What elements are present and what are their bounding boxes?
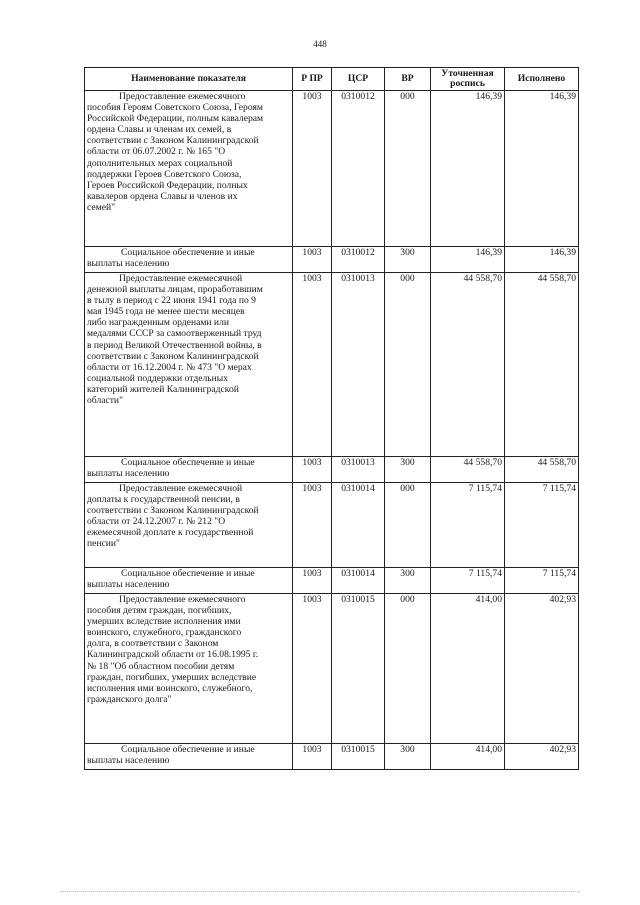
cell-vr: 000 [385,91,431,247]
cell-name [85,273,293,457]
cell-name-line: Предоставление ежемесячного [119,91,246,102]
cell-done: 146,39 [505,247,579,273]
cell-name-line: мая 1945 года не менее шести месяцев [87,306,245,318]
cell-name-line: категорий жителей Калининградской [87,383,239,395]
cell-csr: 0310013 [332,273,385,457]
cell-name-line: области от 24.12.2007 г. № 212 "О [87,516,226,528]
cell-rpr: 1003 [293,273,332,457]
cell-name-line: доплаты к государственной пенсии, в [87,494,240,506]
cell-vr: 300 [385,457,431,483]
cell-name-line: Героев Российской Федерации, полных [87,179,248,191]
page-number: 448 [313,39,327,49]
cell-name-line: социальной поддержки отдельных [87,372,229,384]
table-row [85,483,579,568]
cell-name [85,744,293,770]
cell-done: 402,93 [505,744,579,770]
cell-csr: 0310015 [332,594,385,744]
cell-name-line: выплаты населению [87,579,170,591]
cell-name-line: поддержки Героев Советского Союза, [87,168,242,180]
table-header-row [85,68,579,91]
cell-rpr: 1003 [293,247,332,273]
cell-name-line: ордена Славы и членам их семей, в [87,124,232,136]
cell-csr: 0310014 [332,483,385,568]
budget-table [84,67,579,770]
cell-name-line: кавалеров ордена Славы и членов их [87,190,238,202]
cell-done: 146,39 [505,91,579,247]
cell-done: 44 558,70 [505,273,579,457]
table-row [85,594,579,744]
cell-name-line: соответствии с Законом Калининградской [87,350,259,362]
cell-name-line: Социальное обеспечение и иные [121,568,255,579]
cell-name-line: умерших вследствие исполнения ими [87,616,241,628]
cell-name-line: выплаты населению [87,755,170,767]
cell-plan: 146,39 [431,247,505,273]
cell-vr: 000 [385,483,431,568]
cell-name-line: Социальное обеспечение и иные [121,744,255,755]
table-row [85,273,579,457]
cell-name-line: Предоставление ежемесячного [119,594,246,605]
cell-rpr: 1003 [293,457,332,483]
cell-plan: 44 558,70 [431,457,505,483]
cell-rpr: 1003 [293,483,332,568]
cell-name-line: Предоставление ежемесячной [119,483,243,494]
cell-name-line: Калининградской области от 16.08.1995 г. [87,649,259,661]
cell-name-line: долга, в соответствии с Законом [87,638,219,650]
table-row [85,568,579,594]
cell-name-line: в тылу в период с 22 июня 1941 года по 9 [87,295,256,307]
cell-name-line: исполнения ими воинского, служебного, [87,682,253,694]
cell-name-line: Предоставление ежемесячной [119,273,243,284]
cell-name-line: пособия детям граждан, погибших, [87,605,232,617]
cell-name-line: выплаты населению [87,258,170,270]
cell-rpr: 1003 [293,568,332,594]
cell-csr: 0310012 [332,247,385,273]
cell-csr: 0310015 [332,744,385,770]
cell-name-line: ежемесячной доплате к государственной [87,527,254,539]
cell-done: 7 115,74 [505,483,579,568]
cell-name-line: либо награжденным орденами или [87,317,229,329]
header-name: Наименование показателя [85,68,293,91]
cell-name [85,247,293,273]
cell-done: 44 558,70 [505,457,579,483]
header-plan [431,68,505,91]
cell-csr: 0310012 [332,91,385,247]
cell-name-line: области от 06.07.2002 г. № 165 "О [87,146,226,158]
cell-name-line: медалями СССР за самоотверженный труд [87,328,262,340]
cell-plan: 146,39 [431,91,505,247]
cell-name-line: выплаты населению [87,468,170,480]
header-done: Исполнено [505,68,579,91]
header-plan-line1: Уточненная [441,68,494,79]
table-row [85,247,579,273]
cell-done: 7 115,74 [505,568,579,594]
cell-done: 402,93 [505,594,579,744]
header-vr: ВР [385,68,431,91]
cell-name-line: пособия Героям Советского Союза, Героям [87,102,263,114]
cell-plan: 7 115,74 [431,568,505,594]
cell-plan: 414,00 [431,594,505,744]
cell-vr: 000 [385,273,431,457]
cell-vr: 300 [385,568,431,594]
cell-name-line: соответствии с Законом Калининградской [87,505,259,517]
cell-name-line: области от 16.12.2004 г. № 473 "О мерах [87,361,252,373]
table-row [85,457,579,483]
cell-rpr: 1003 [293,744,332,770]
cell-vr: 300 [385,744,431,770]
cell-csr: 0310013 [332,457,385,483]
cell-name-line: дополнительных мерах социальной [87,157,233,169]
cell-name-line: семей" [87,201,116,213]
cell-rpr: 1003 [293,91,332,247]
header-csr: ЦСР [332,68,385,91]
cell-name-line: № 18 "Об областном пособии детям [87,660,235,672]
cell-name [85,568,293,594]
cell-plan: 7 115,74 [431,483,505,568]
cell-vr: 000 [385,594,431,744]
header-rpr: Р ПР [293,68,332,91]
cell-name-line: гражданского долга" [87,693,172,705]
cell-name-line: соответствии с Законом Калининградской [87,135,259,147]
cell-name-line: воинского, служебного, гражданского [87,627,242,639]
cell-name [85,594,293,744]
cell-name [85,91,293,247]
table-body [85,91,579,770]
table-row [85,744,579,770]
cell-name-line: Российской Федерации, полным кавалерам [87,113,264,125]
cell-name-line: граждан, погибших, умерших вследствие [87,671,257,683]
scan-artifact-line [60,891,580,893]
cell-rpr: 1003 [293,594,332,744]
cell-name-line: Социальное обеспечение и иные [121,457,255,468]
cell-name [85,483,293,568]
cell-name [85,457,293,483]
cell-plan: 414,00 [431,744,505,770]
cell-csr: 0310014 [332,568,385,594]
cell-name-line: области" [87,395,123,407]
cell-name-line: в период Великой Отечественной войны, в [87,339,262,351]
cell-name-line: денежной выплаты лицам, проработавшим [87,284,263,296]
header-plan-line2: роспись [450,78,485,89]
cell-plan: 44 558,70 [431,273,505,457]
cell-name-line: пенсии" [87,538,120,550]
cell-name-line: Социальное обеспечение и иные [121,247,255,258]
cell-vr: 300 [385,247,431,273]
table-row [85,91,579,247]
